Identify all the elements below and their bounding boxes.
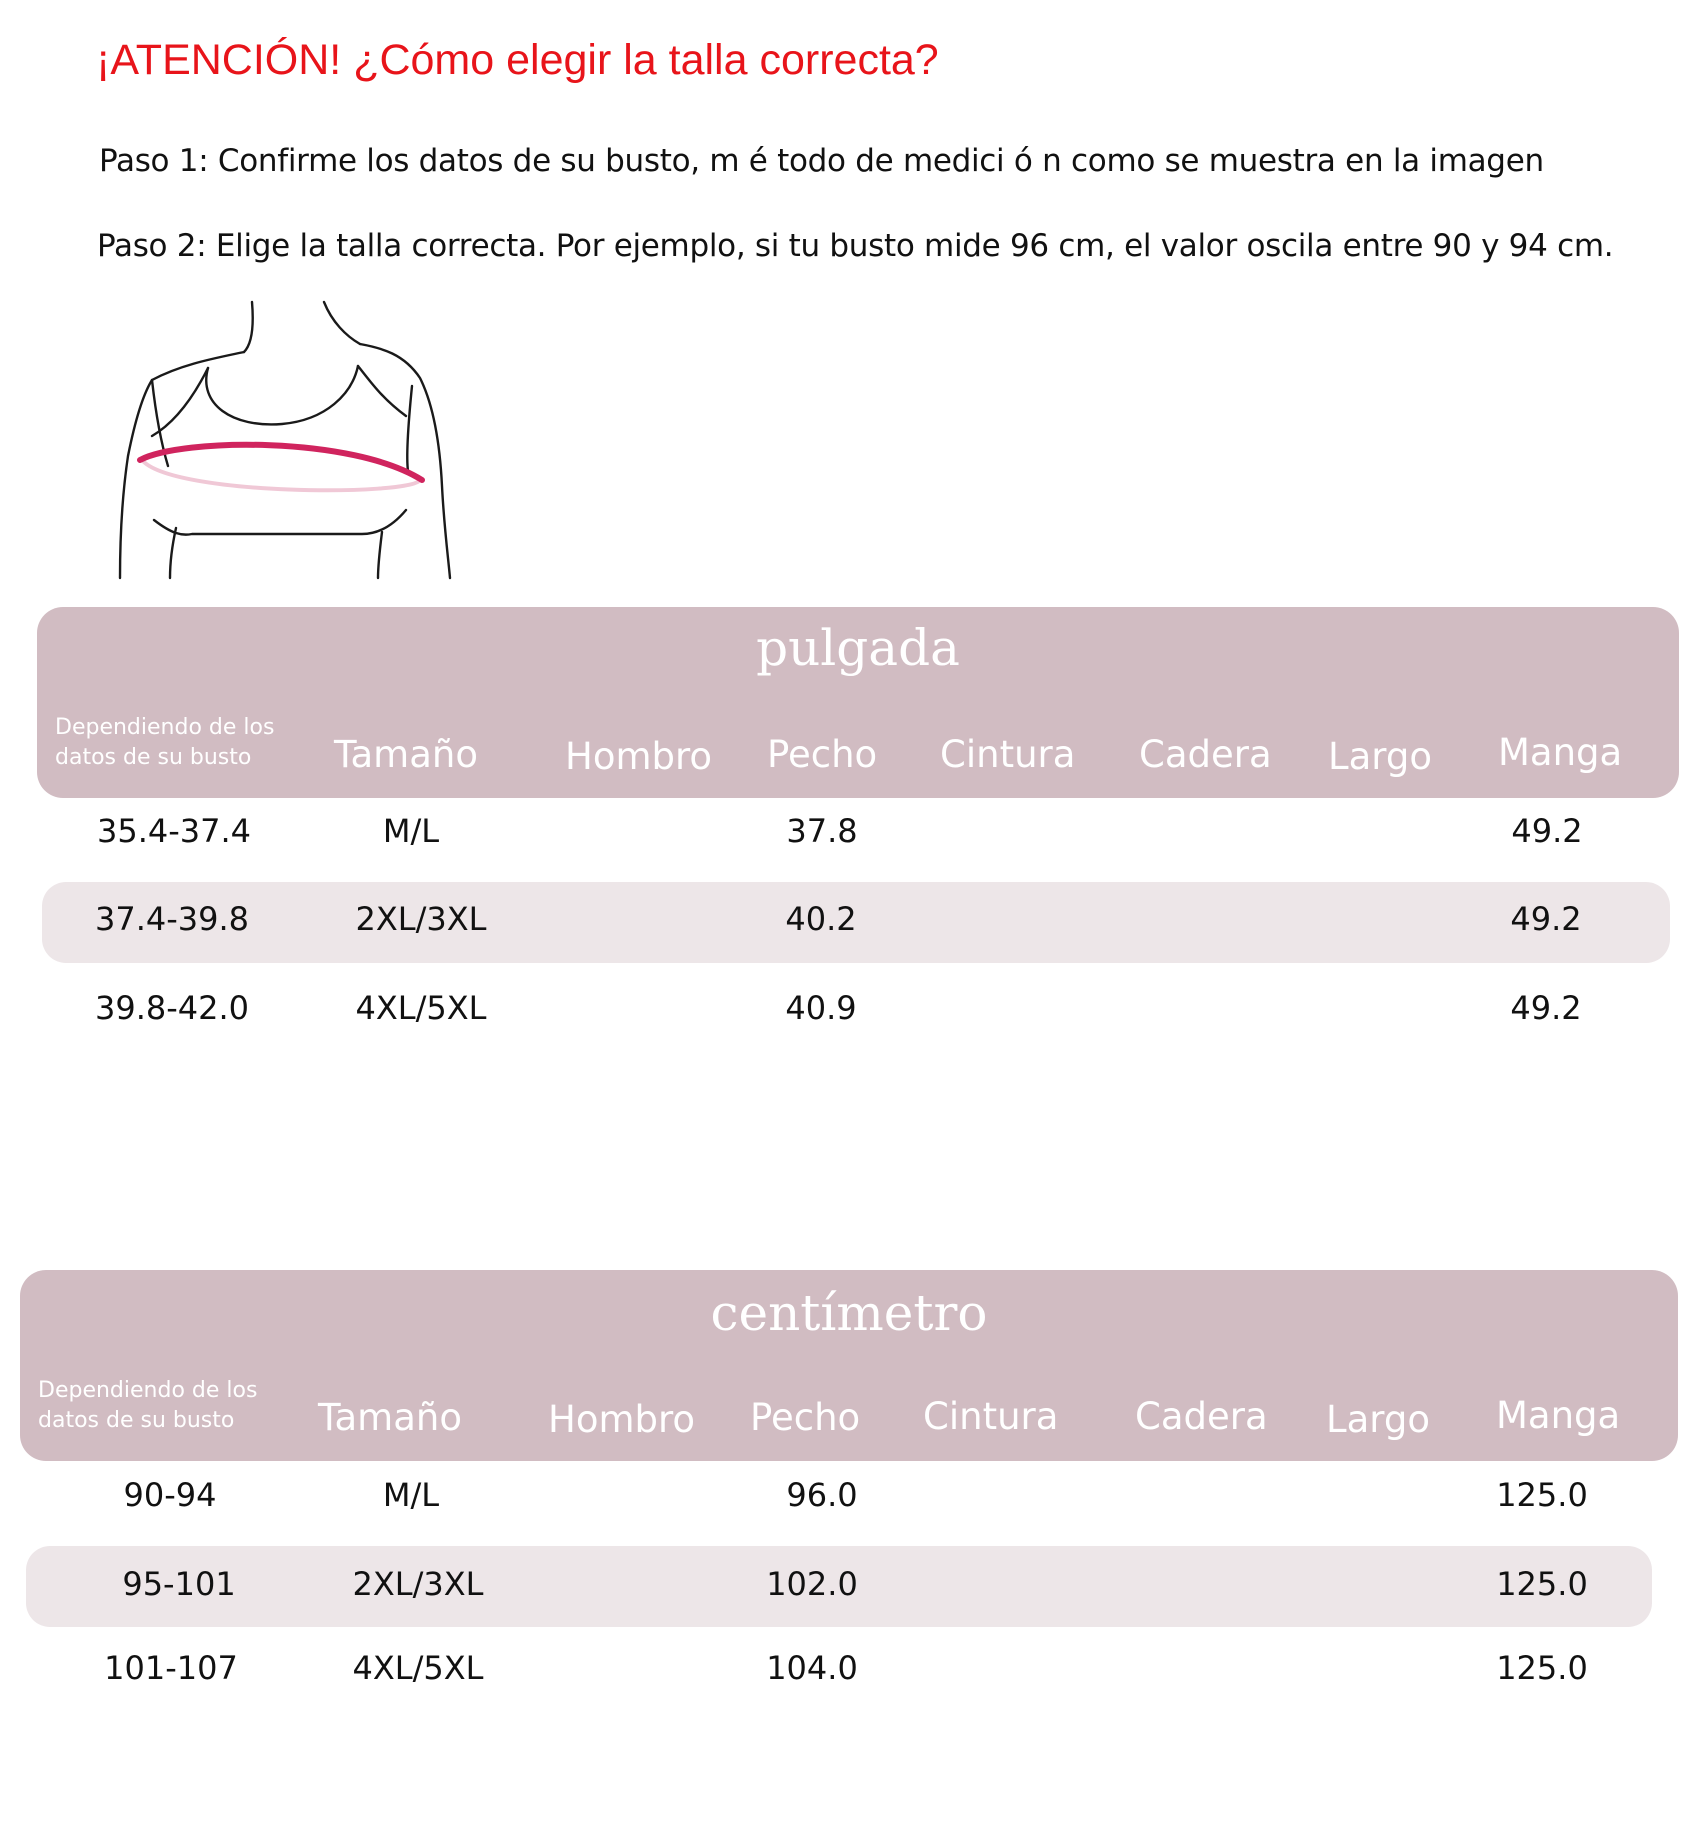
inch-row1-bust: 35.4-37.4 xyxy=(96,812,252,850)
cm-row2-sleeve: 125.0 xyxy=(1496,1565,1588,1603)
cm-column-bust-note-line2: datos de su busto xyxy=(38,1408,235,1433)
cm-row3-bust: 101-107 xyxy=(104,1649,238,1687)
page-title: ¡ATENCIÓN! ¿Cómo elegir la talla correcta? xyxy=(96,36,939,84)
bust-measurement-illustration xyxy=(112,296,458,580)
cm-row3-size: 4XL/5XL xyxy=(352,1649,484,1687)
inch-row2-bust: 37.4-39.8 xyxy=(94,900,250,938)
column-shoulder: Hombro xyxy=(565,735,713,778)
inch-row1-size: M/L xyxy=(382,812,440,850)
cm-table-header xyxy=(20,1270,1678,1461)
inch-row1-chest: 37.8 xyxy=(786,812,858,850)
bra-band xyxy=(154,510,406,535)
left-shoulder-line xyxy=(120,352,244,578)
inch-row2-chest: 40.2 xyxy=(785,900,857,938)
inch-table-title: pulgada xyxy=(756,619,960,677)
cm-column-shoulder: Hombro xyxy=(548,1398,696,1441)
neckline-curve xyxy=(206,366,358,424)
cm-column-waist: Cintura xyxy=(923,1395,1059,1438)
cm-row3-chest: 104.0 xyxy=(766,1649,858,1687)
cm-column-bust-note xyxy=(38,1376,257,1436)
column-waist: Cintura xyxy=(940,733,1076,776)
right-arm-inner xyxy=(407,386,412,471)
inch-row1-sleeve: 49.2 xyxy=(1511,812,1583,850)
neck-right-line xyxy=(324,302,360,344)
cm-column-hip: Cadera xyxy=(1135,1395,1268,1438)
cm-row1-size: M/L xyxy=(382,1476,440,1514)
cm-table-title: centímetro xyxy=(710,1284,988,1342)
column-bust-note xyxy=(55,713,274,773)
column-hip: Cadera xyxy=(1139,733,1272,776)
right-side-body xyxy=(378,532,382,578)
cm-row1-bust: 90-94 xyxy=(123,1476,217,1514)
cm-row2-size: 2XL/3XL xyxy=(352,1565,484,1603)
cm-row1-sleeve: 125.0 xyxy=(1496,1476,1588,1514)
inch-row3-chest: 40.9 xyxy=(785,989,857,1027)
bra-left-strap xyxy=(152,368,208,436)
neck-left-line xyxy=(244,302,253,352)
measure-line-back xyxy=(142,460,420,490)
inch-table-header xyxy=(37,607,1679,798)
column-chest: Pecho xyxy=(767,733,878,776)
cm-row1-chest: 96.0 xyxy=(786,1476,858,1514)
cm-column-size: Tamaño xyxy=(318,1396,462,1439)
cm-column-chest: Pecho xyxy=(750,1396,861,1439)
inch-row3-size: 4XL/5XL xyxy=(355,989,487,1027)
left-side-body xyxy=(170,528,176,578)
column-length: Largo xyxy=(1328,735,1432,778)
step-2-text: Paso 2: Elige la talla correcta. Por ejemplo, si tu busto mide 96 cm, el valor oscila entre 90 y 94 cm. xyxy=(97,228,1614,264)
inch-row3-sleeve: 49.2 xyxy=(1510,989,1582,1027)
cm-row3-sleeve: 125.0 xyxy=(1496,1649,1588,1687)
column-bust-note-line1: Dependiendo de los xyxy=(55,715,275,740)
inch-row3-bust: 39.8-42.0 xyxy=(94,989,250,1027)
inch-row2-size: 2XL/3XL xyxy=(355,900,487,938)
cm-column-sleeve: Manga xyxy=(1496,1394,1621,1437)
column-sleeve: Manga xyxy=(1498,731,1623,774)
column-size: Tamaño xyxy=(334,733,478,776)
measure-line-front xyxy=(140,445,422,480)
cm-column-bust-note-line1: Dependiendo de los xyxy=(38,1378,258,1403)
step-1-text: Paso 1: Confirme los datos de su busto, m é todo de medici ó n como se muestra en la imagen xyxy=(99,143,1544,179)
inch-row2-sleeve: 49.2 xyxy=(1510,900,1582,938)
cm-row2-chest: 102.0 xyxy=(766,1565,858,1603)
cm-row2-bust: 95-101 xyxy=(122,1565,236,1603)
cm-column-length: Largo xyxy=(1326,1398,1430,1441)
bra-right-strap xyxy=(358,366,406,416)
column-bust-note-line2: datos de su busto xyxy=(55,745,252,770)
